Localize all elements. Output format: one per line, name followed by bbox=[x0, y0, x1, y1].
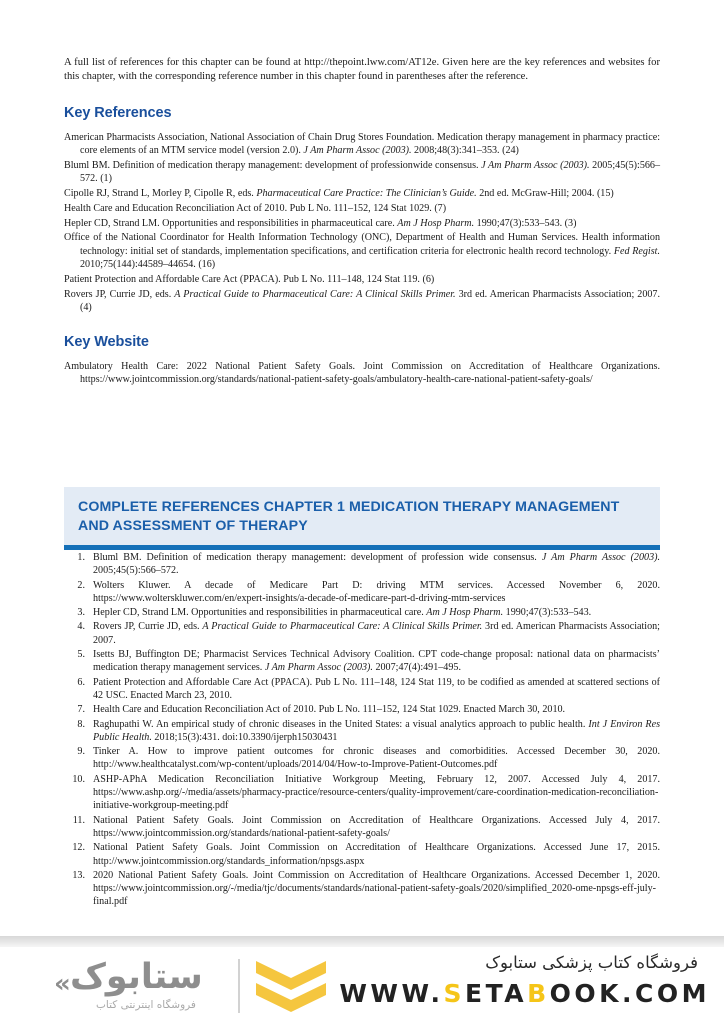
reference-text: Tinker A. How to improve patient outcomes for chronic diseases and comorbidities. Accessed December 30, 2020. http://www.healthcatalyst.com/wp-content/uploads/2014/04/How-to-Improve-Patient-Outcomes.pdf bbox=[93, 746, 660, 771]
key-references-list bbox=[64, 131, 660, 314]
reference-source: Int J Environ Res Public Health. bbox=[93, 718, 660, 743]
url-segment: WWW. bbox=[339, 979, 444, 1008]
key-reference-item bbox=[64, 202, 660, 215]
reference-text: National Patient Safety Goals. Joint Commission on Accreditation of Healthcare Organizations. Accessed July 4, 2017. https://www.jointcommission.org/standards/national-patient-safety-goals/ bbox=[93, 814, 660, 839]
key-reference-item-text: Patient Protection and Affordable Care Act (PPACA). Pub L No. 111–148, 124 Stat 119. (6) bbox=[64, 273, 435, 285]
reference-text: Health Care and Education Reconciliation Act of 2010. Pub L No. 111–152, 124 Stat 1029. Enacted March 30, 2010. bbox=[93, 704, 566, 716]
reference-number: 4. bbox=[77, 621, 85, 633]
key-reference-item bbox=[64, 231, 660, 271]
key-reference-item bbox=[64, 288, 660, 315]
logo-divider bbox=[238, 959, 240, 1013]
logo-wordmark: ستابوک bbox=[70, 957, 203, 997]
page-content bbox=[64, 56, 660, 388]
url-segment: B bbox=[527, 979, 550, 1008]
reference-number: 8. bbox=[77, 718, 85, 730]
reference-text: 2020 National Patient Safety Goals. Joint Commission on Accreditation of Healthcare Organizations. Accessed December 1, 2020. https://www.jointcommission.org/-/media/tjc/documents/standards/national-patient-safety-goals/2020/simplified_2020-ome-npsgs-eff-july-final.pdf bbox=[93, 869, 660, 908]
reference-source: Am J Hosp Pharm. bbox=[426, 607, 504, 619]
key-reference-item-source: Am J Hosp Pharm. bbox=[397, 217, 475, 229]
reference-text: National Patient Safety Goals. Joint Commission on Accreditation of Healthcare Organizations. Accessed June 17, 2015. http://www.jointcommission.org/standards_information/npsgs.aspx bbox=[93, 842, 660, 867]
complete-references-title: COMPLETE REFERENCES CHAPTER 1 MEDICATION THERAPY MANAGEMENT AND ASSESSMENT OF THERAPY bbox=[78, 499, 620, 534]
complete-reference-item bbox=[64, 814, 660, 841]
reference-text: Hepler CD, Strand LM. Opportunities and responsibilities in pharmaceutical care. Am J Hosp Pharm. 1990;47(3):533–543. bbox=[93, 607, 592, 619]
key-reference-item bbox=[64, 187, 660, 200]
key-reference-item-text: Bluml BM. Definition of medication therapy management: development of professionwide consensus. bbox=[64, 159, 482, 171]
key-reference-item-text: Office of the National Coordinator for Health Information Technology (ONC), Department of Health and Human Services. Health information technology: initial set of standards, implementation specifications, and certification criteria for electronic health record technology. bbox=[64, 232, 660, 257]
site-footer-banner bbox=[0, 947, 724, 1024]
key-reference-item bbox=[64, 217, 660, 230]
reference-text: ASHP-APhA Medication Reconciliation Initiative Workgroup Meeting, February 12, 2007. Accessed July 4, 2017. https://www.ashp.org/-/media/assets/pharmacy-practice/resource-centers/quality-improvement/care-coordination-medication-reconciliation-initiative-workgroup-meeting.pdf bbox=[93, 773, 660, 812]
key-reference-item-citation: 2008;48(3):341–353. (24) bbox=[411, 145, 519, 157]
setabook-logo bbox=[46, 949, 326, 1021]
key-website-list bbox=[64, 360, 660, 387]
key-reference-item-text: Hepler CD, Strand LM. Opportunities and responsibilities in pharmaceutical care. bbox=[64, 217, 398, 229]
reference-number: 7. bbox=[77, 704, 85, 716]
complete-reference-item bbox=[64, 620, 660, 647]
complete-reference-item bbox=[64, 579, 660, 606]
key-website-heading: Key Website bbox=[64, 334, 149, 351]
url-segment: OOK.COM bbox=[549, 979, 710, 1008]
key-reference-item-citation: 1990;47(3):533–543. (3) bbox=[474, 217, 577, 229]
reference-number: 12. bbox=[72, 842, 85, 854]
intro-paragraph: A full list of references for this chapter can be found at http://thepoint.lww.com/AT12e. Given here are the key references and websites for this chapter, with the corresponding reference number in this chapter found in parentheses after the reference. bbox=[64, 57, 660, 83]
key-website-item bbox=[64, 360, 660, 387]
reference-text: Isetts BJ, Buffington DE; Pharmacist Services Technical Advisory Coalition. CPT code-change proposal: national data on pharmacists’ medication therapy management services. J Am Pharm Assoc (2003). 2007;47(4):491–495. bbox=[93, 649, 660, 674]
brand-tagline: فروشگاه کتاب پزشکی ستابوک bbox=[485, 953, 698, 972]
complete-reference-item bbox=[64, 648, 660, 675]
reference-number: 1. bbox=[77, 552, 85, 563]
reference-number: 6. bbox=[77, 676, 85, 688]
key-reference-item bbox=[64, 273, 660, 286]
key-reference-item-citation: 2005;45(5):566–572. (1) bbox=[80, 159, 661, 185]
logo-chevron-icon: « bbox=[54, 969, 71, 999]
key-reference-item-text: Cipolle RJ, Strand L, Morley P, Cipolle R, eds. bbox=[64, 188, 257, 199]
reference-text: Patient Protection and Affordable Care Act (PPACA). Pub L No. 111–148, 124 Stat 119, to be codified as amended at scattered sections of 42 USC. Enacted March 23, 2010. bbox=[93, 676, 660, 701]
complete-reference-item bbox=[64, 718, 660, 745]
url-segment: ETA bbox=[465, 979, 528, 1008]
brand-block bbox=[290, 951, 710, 1009]
complete-reference-item bbox=[64, 841, 660, 868]
key-reference-item-source: A Practical Guide to Pharmaceutical Care: A Clinical Skills Primer. bbox=[174, 288, 456, 300]
reference-text: Wolters Kluwer. A decade of Medicare Part D: driving MTM services. Accessed November 6, 2020. https://www.wolterskluwer.com/en/expert-insights/a-decade-of-medicare-part-d-driving-mtm-services bbox=[93, 579, 660, 604]
reference-text: Raghupathi W. An empirical study of chronic diseases in the United States: a visual analytics approach to public health. Int J Environ Res Public Health. 2018;15(3):431. doi:10.3390/ijerph15030431 bbox=[93, 718, 660, 743]
key-reference-item bbox=[64, 131, 660, 158]
reference-text: Bluml BM. Definition of medication therapy management: development of profession wide consensus. J Am Pharm Assoc (2003). 2005;45(5):566–572. bbox=[93, 552, 660, 577]
reference-source: J Am Pharm Assoc (2003). bbox=[541, 552, 660, 563]
complete-reference-item bbox=[64, 773, 660, 813]
reference-number: 11. bbox=[72, 814, 85, 826]
reference-number: 3. bbox=[77, 607, 85, 619]
key-website-item-text: Ambulatory Health Care: 2022 National Patient Safety Goals. Joint Commission on Accreditation of Healthcare Organizations. https://www.jointcommission.org/standards/national-patient-safety-goals/ambulatory-health-care-national-patient-safety-goals/ bbox=[64, 361, 660, 386]
key-reference-item bbox=[64, 159, 660, 186]
reference-source: J Am Pharm Assoc (2003). bbox=[264, 662, 373, 674]
complete-references-list bbox=[64, 551, 660, 910]
key-reference-item-citation: 2010;75(144):44589–44654. (16) bbox=[80, 258, 216, 270]
logo-subtitle: فروشگاه اینترنتی کتاب bbox=[96, 999, 196, 1011]
reference-source: A Practical Guide to Pharmaceutical Care: A Clinical Skills Primer. bbox=[202, 621, 483, 633]
complete-reference-item bbox=[64, 703, 660, 716]
reference-number: 2. bbox=[77, 579, 85, 591]
brand-website-url[interactable] bbox=[290, 979, 710, 1009]
complete-references-banner bbox=[64, 487, 660, 550]
reference-number: 9. bbox=[77, 746, 85, 758]
key-reference-item-text: Health Care and Education Reconciliation Act of 2010. Pub L No. 111–152, 124 Stat 1029. (7) bbox=[64, 202, 447, 214]
footer-separator bbox=[0, 936, 724, 947]
reference-number: 5. bbox=[77, 649, 85, 661]
key-reference-item-source: Fed Regist. bbox=[613, 245, 660, 257]
key-reference-item-source: Pharmaceutical Care Practice: The Clinician’s Guide. bbox=[256, 188, 477, 199]
complete-reference-item bbox=[64, 869, 660, 909]
url-segment: S bbox=[443, 979, 466, 1008]
key-reference-item-citation: 3rd ed. American Pharmacists Association; 2007. (4) bbox=[80, 288, 660, 313]
complete-reference-item bbox=[64, 745, 660, 772]
key-reference-item-source: J Am Pharm Assoc (2003). bbox=[481, 159, 590, 171]
key-reference-item-text: Rovers JP, Currie JD, eds. bbox=[64, 288, 175, 300]
complete-reference-item bbox=[64, 551, 660, 578]
key-reference-item-source: J Am Pharm Assoc (2003). bbox=[303, 145, 412, 157]
reference-number: 10. bbox=[72, 773, 85, 785]
key-reference-item-text: American Pharmacists Association, National Association of Chain Drug Stores Foundation. Medication therapy management in pharmacy practice: core elements of an MTM service model (version 2.0). bbox=[64, 131, 660, 157]
complete-reference-item bbox=[64, 606, 660, 619]
key-reference-item-citation: 2nd ed. McGraw-Hill; 2004. (15) bbox=[476, 188, 614, 199]
reference-number: 13. bbox=[72, 869, 85, 881]
key-references-heading: Key References bbox=[64, 104, 172, 121]
complete-reference-item bbox=[64, 676, 660, 703]
reference-text: Rovers JP, Currie JD, eds. A Practical Guide to Pharmaceutical Care: A Clinical Skills Primer. 3rd ed. American Pharmacists Association; 2007. bbox=[93, 621, 660, 646]
